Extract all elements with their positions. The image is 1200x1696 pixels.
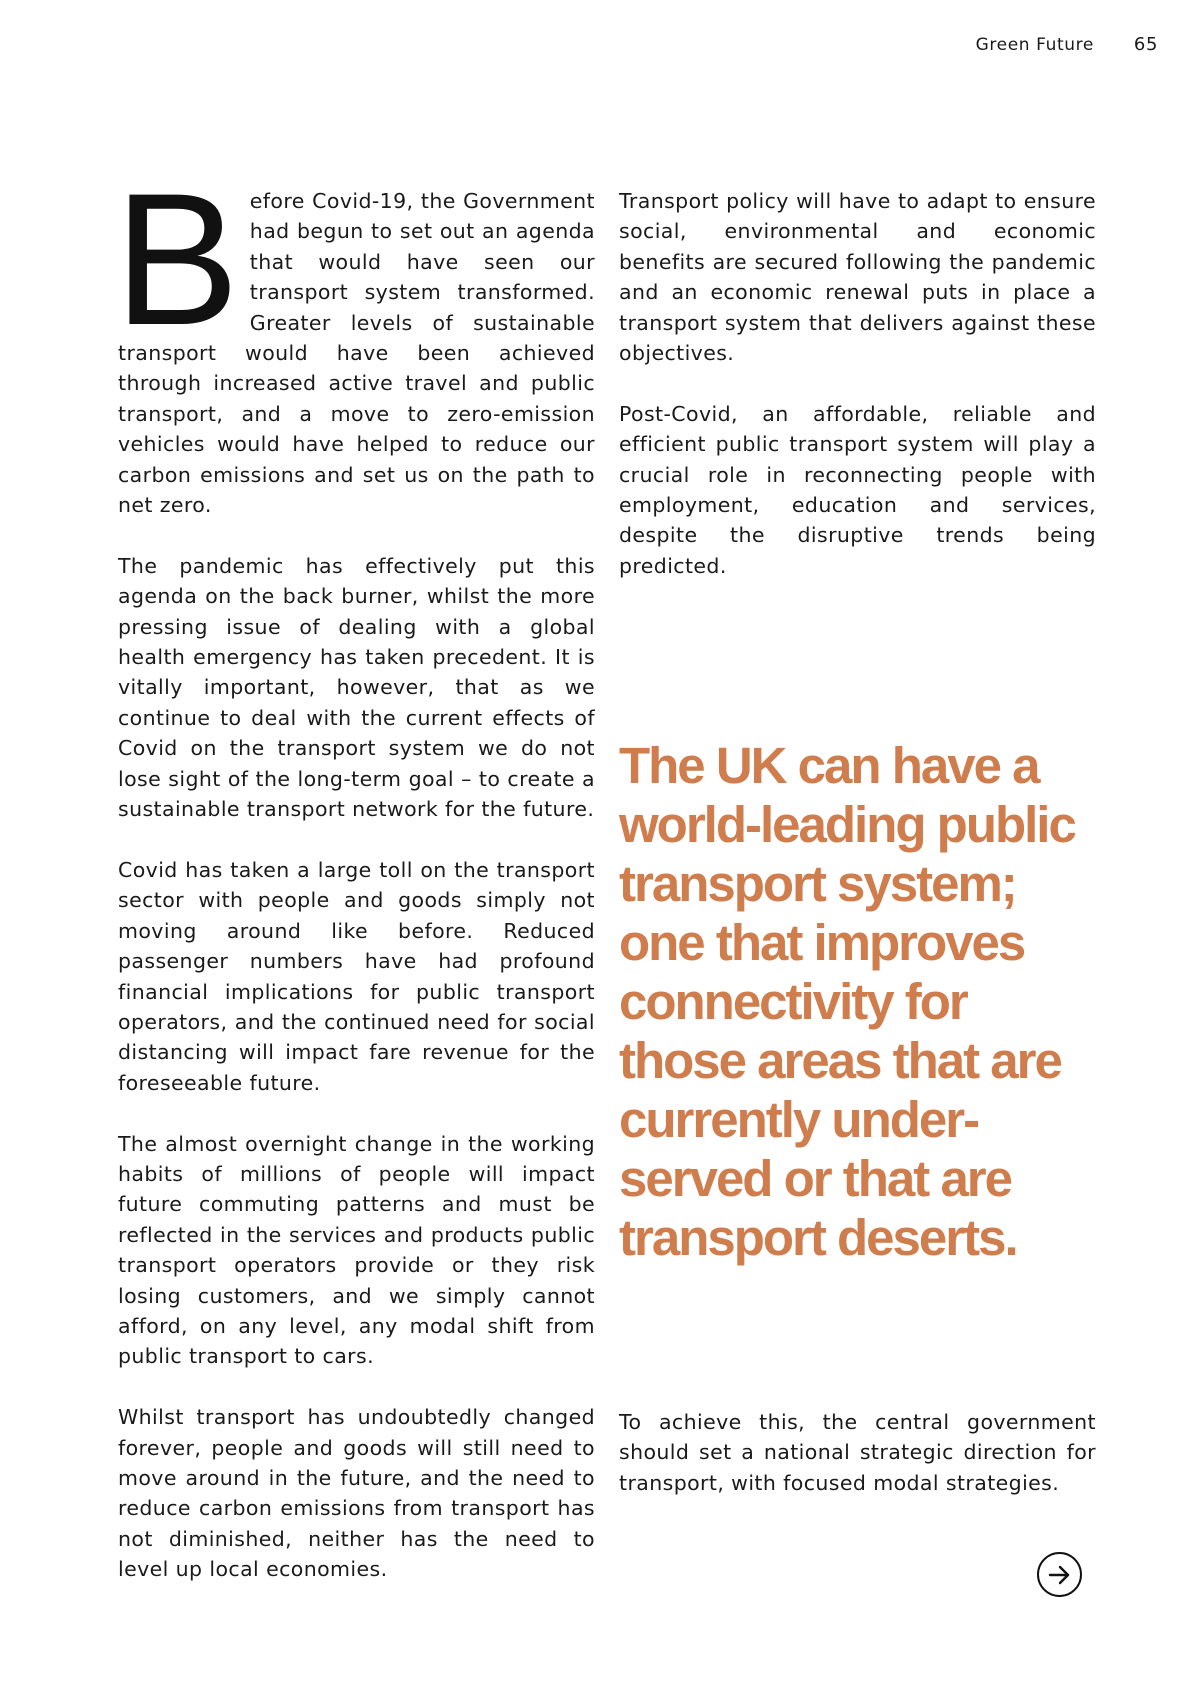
- body-paragraph-5: Whilst transport has undoubtedly changed forever, people and goods will still need to move around in the future, and the need to reduce carbon emissions from transport has not diminished, neither has the need to level up local economies.: [118, 1405, 595, 1582]
- arrow-right-circle-icon: [1047, 1562, 1073, 1588]
- page-number: 65: [1133, 34, 1158, 55]
- body-paragraph-3: Covid has taken a large toll on the transport sector with people and goods simply not moving around like before. Reduced passenger numbers have had profound financial implications for public transport operators, and the continued need for social distancing will impact fare revenue for the foreseeable future.: [118, 857, 595, 1095]
- body-paragraph-2: The pandemic has effectively put this agenda on the back burner, whilst the more pressing issue of dealing with a global health emergency has taken precedent. It is vitally important, however, that as we continue to deal with the current effects of Covid on the transport system we do not lose sight of the long-term goal – to create a sustainable transport network for the future.: [118, 553, 595, 822]
- page-header: [976, 34, 1158, 55]
- intro-text: efore Covid-19, the Government had begun to set out an agenda that would have seen our transport system transformed. Greater levels of sustainable transport would have been achieved through increased active travel and public transport, and a move to zero-emission vehicles would have helped to reduce our carbon emissions and set us on the path to net zero.: [118, 189, 595, 518]
- pull-quote: The UK can have a world-leading public transport system; one that improves connectivity for those areas that are currently under-served or that are transport deserts.: [619, 737, 1075, 1266]
- body-paragraph-4: The almost overnight change in the working habits of millions of people will impact future commuting patterns and must be reflected in the services and products public transport operators provide or they risk losing customers, and we simply cannot afford, on any level, any modal shift from public transport to cars.: [118, 1131, 595, 1369]
- closing-paragraph: To achieve this, the central government should set a national strategic direction for transport, with focused modal strategies.: [619, 1410, 1096, 1495]
- drop-cap: B: [114, 154, 240, 364]
- left-column: [114, 154, 595, 1615]
- section-title: Green Future: [975, 35, 1094, 55]
- right-paragraph-2: Post-Covid, an affordable, reliable and efficient public transport system will play a crucial role in reconnecting people with employment, education and services, despite the disruptive trends being predicted.: [619, 401, 1096, 578]
- next-page-button[interactable]: [1037, 1552, 1082, 1597]
- right-paragraph-1: Transport policy will have to adapt to ensure social, environmental and economic benefits are secured following the pandemic and an economic renewal puts in place a transport system that delivers against these objectives.: [619, 189, 1096, 366]
- intro-paragraph: [114, 154, 595, 520]
- right-column: [619, 186, 1096, 612]
